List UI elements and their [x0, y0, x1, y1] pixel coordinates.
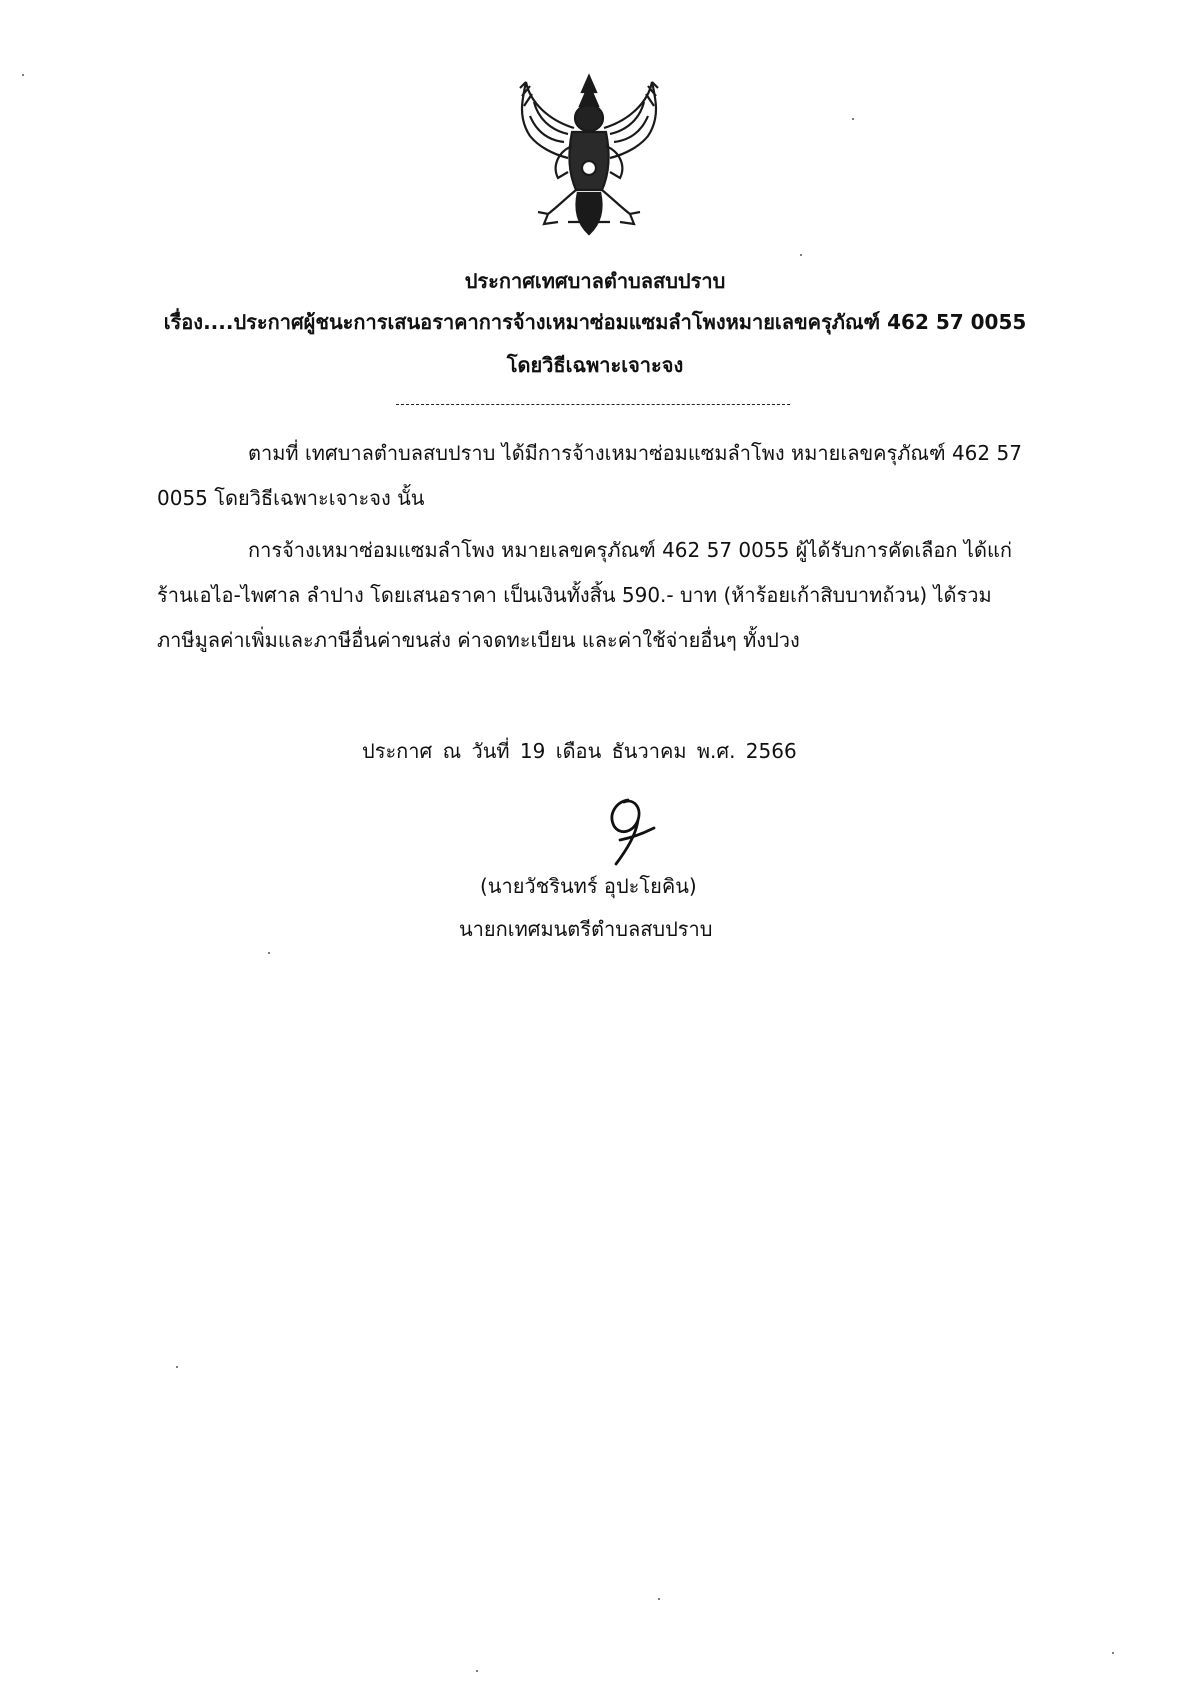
paragraph-1-line-1: ตามที่ เทศบาลตำบลสบปราบ ได้มีการจ้างเหมาซ่อมแซมลำโพง หมายเลขครุภัณฑ์ 462 57 [248, 441, 1022, 465]
scan-speck [176, 1366, 178, 1368]
scan-speck [268, 952, 270, 954]
garuda-emblem-icon [508, 72, 670, 240]
signer-position: นายกเทศมนตรีตำบลสบปราบ [459, 917, 713, 941]
paragraph-1-line-2: 0055 โดยวิธีเฉพาะเจาะจง นั้น [157, 486, 425, 510]
announcement-title: ประกาศเทศบาลตำบลสบปราบ [464, 269, 726, 293]
paragraph-2-line-3: ภาษีมูลค่าเพิ่มและภาษีอื่นค่าขนส่ง ค่าจดทะเบียน และค่าใช้จ่ายอื่นๆ ทั้งปวง [157, 628, 800, 652]
scan-speck [476, 1670, 478, 1672]
announcement-date: ประกาศ ณ วันที่ 19 เดือน ธันวาคม พ.ศ. 2566 [362, 739, 797, 763]
scan-speck [22, 74, 24, 76]
paragraph-2-line-1: การจ้างเหมาซ่อมแซมลำโพง หมายเลขครุภัณฑ์ 462 57 0055 ผู้ได้รับการคัดเลือก ได้แก่ [248, 538, 1012, 562]
scan-speck [1112, 1652, 1114, 1654]
procurement-method: โดยวิธีเฉพาะเจาะจง [506, 353, 684, 377]
announcement-subject: เรื่อง....ประกาศผู้ชนะการเสนอราคาการจ้างเหมาซ่อมแซมลำโพงหมายเลขครุภัณฑ์ 462 57 0055 [163, 310, 1027, 334]
scan-speck [800, 254, 802, 256]
scan-speck [658, 1598, 660, 1600]
signer-name: (นายวัชรินทร์ อุปะโยคิน) [480, 874, 697, 898]
handwritten-signature-icon [594, 792, 660, 868]
separator-line [396, 404, 790, 405]
scan-speck [852, 118, 854, 120]
paragraph-2-line-2: ร้านเอไอ-ไพศาล ลำปาง โดยเสนอราคา เป็นเงินทั้งสิ้น 590.- บาท (ห้าร้อยเก้าสิบบาทถ้วน) ได้รวม [157, 583, 992, 607]
